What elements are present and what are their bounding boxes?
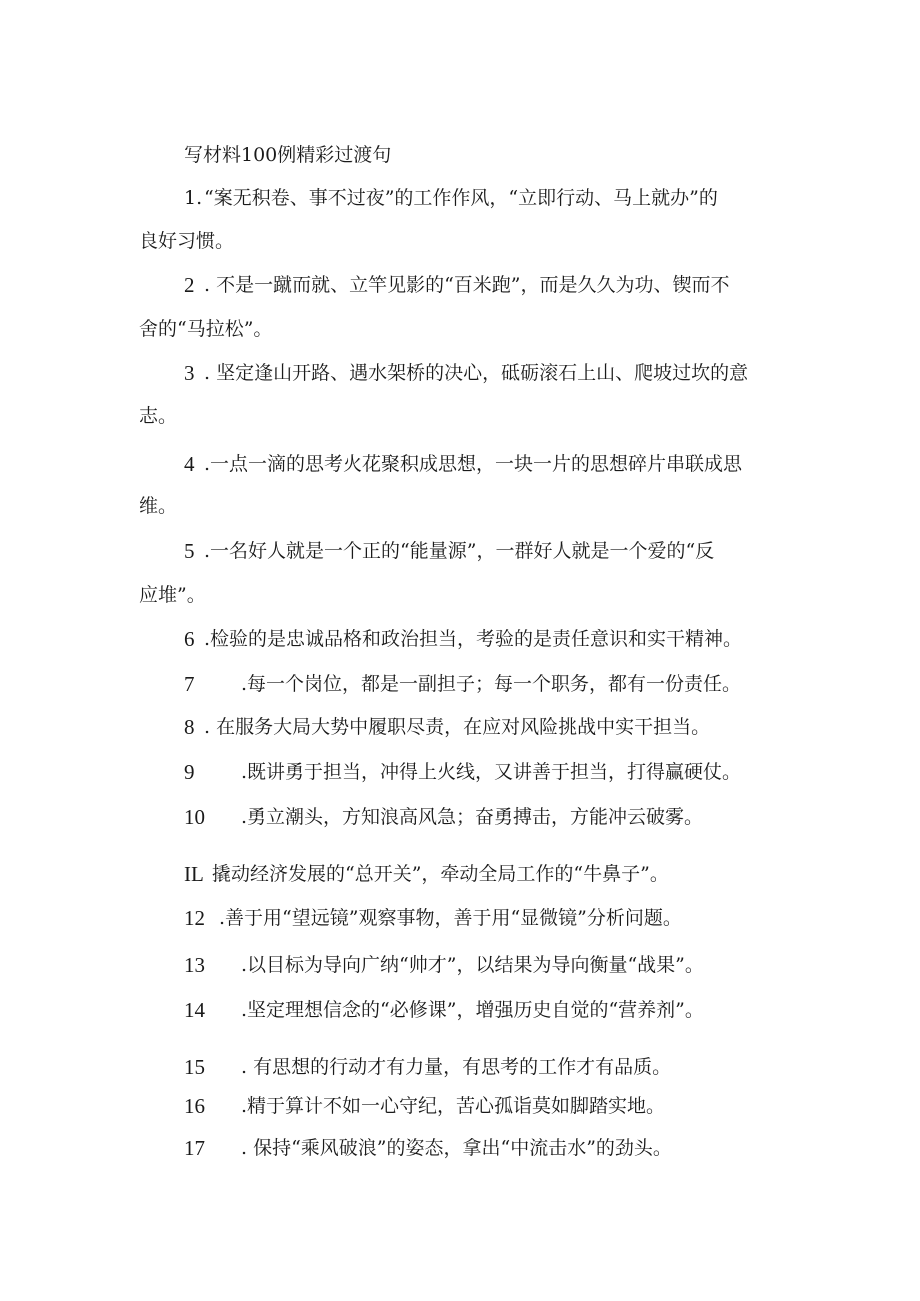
item-text: .善于用“望远镜”观察事物，善于用“显微镜”分析问题。 [219,907,682,929]
item-text: .勇立潮头，方知浪高风急；奋勇搏击，方能冲云破雾。 [241,806,704,828]
item-text: “案无积卷、事不过夜”的工作作风，“立即行动、马上就办”的 [204,187,718,209]
item-text: .以目标为导向广纳“帅才”，以结果为导向衡量“战果”。 [241,954,704,976]
item-number: 10 [184,805,205,829]
item-number: 5 [184,539,195,563]
item-text-continued: 应堆”。 [139,584,206,606]
item-text: .检验的是忠诚品格和政治担当，考验的是责任意识和实干精神。 [204,628,743,650]
item-text-continued: 良好习惯。 [139,230,235,252]
item-text: .既讲勇于担当，冲得上火线，又讲善于担当，打得赢硬仗。 [241,761,742,783]
item-text-continued: 维。 [139,495,178,517]
item-text: . 保持“乘风破浪”的姿态，拿出“中流击水”的劲头。 [241,1137,672,1159]
item-text-continued: 舍的“马拉松”。 [139,318,273,340]
item-number: 13 [184,953,205,977]
item-number: 3 [184,361,195,385]
item-number: 7 [184,672,195,696]
item-number: 4 [184,452,195,476]
item-number: 14 [184,998,205,1022]
item-number: 12 [184,906,205,930]
item-text: .一点一滴的思考火花聚积成思想，一块一片的思想碎片串联成思 [204,453,743,475]
item-text: .一名好人就是一个正的“能量源”，一群好人就是一个爱的“反 [204,540,715,562]
item-text: 撬动经济发展的“总开关”，牵动全局工作的“牛鼻子”。 [212,863,669,885]
item-number: 8 [184,715,195,739]
item-text: .每一个岗位，都是一副担子；每一个职务，都有一份责任。 [241,673,742,695]
item-number: 1. [184,187,203,209]
item-number: 15 [184,1055,205,1079]
item-number: 6 [184,627,195,651]
item-text: .坚定理想信念的“必修课”，增强历史自觉的“营养剂”。 [241,999,704,1021]
page-title: 写材料100例精彩过渡句 [184,144,392,166]
item-text: . 有思想的行动才有力量，有思考的工作才有品质。 [241,1056,672,1078]
item-text-continued: 志。 [139,405,178,427]
item-text: . 在服务大局大势中履职尽责，在应对风险挑战中实干担当。 [204,716,711,738]
item-number: 17 [184,1136,205,1160]
item-number: 16 [184,1094,205,1118]
item-number: IL [184,862,204,886]
item-text: . 不是一蹴而就、立竿见影的“百米跑”，而是久久为功、锲而不 [204,274,730,296]
item-number: 2 [184,273,195,297]
item-number: 9 [184,760,195,784]
item-text: .精于算计不如一心守纪，苦心孤诣莫如脚踏实地。 [241,1095,666,1117]
item-text: . 坚定逢山开路、遇水架桥的决心，砥砺滚石上山、爬坡过坎的意 [204,362,749,384]
